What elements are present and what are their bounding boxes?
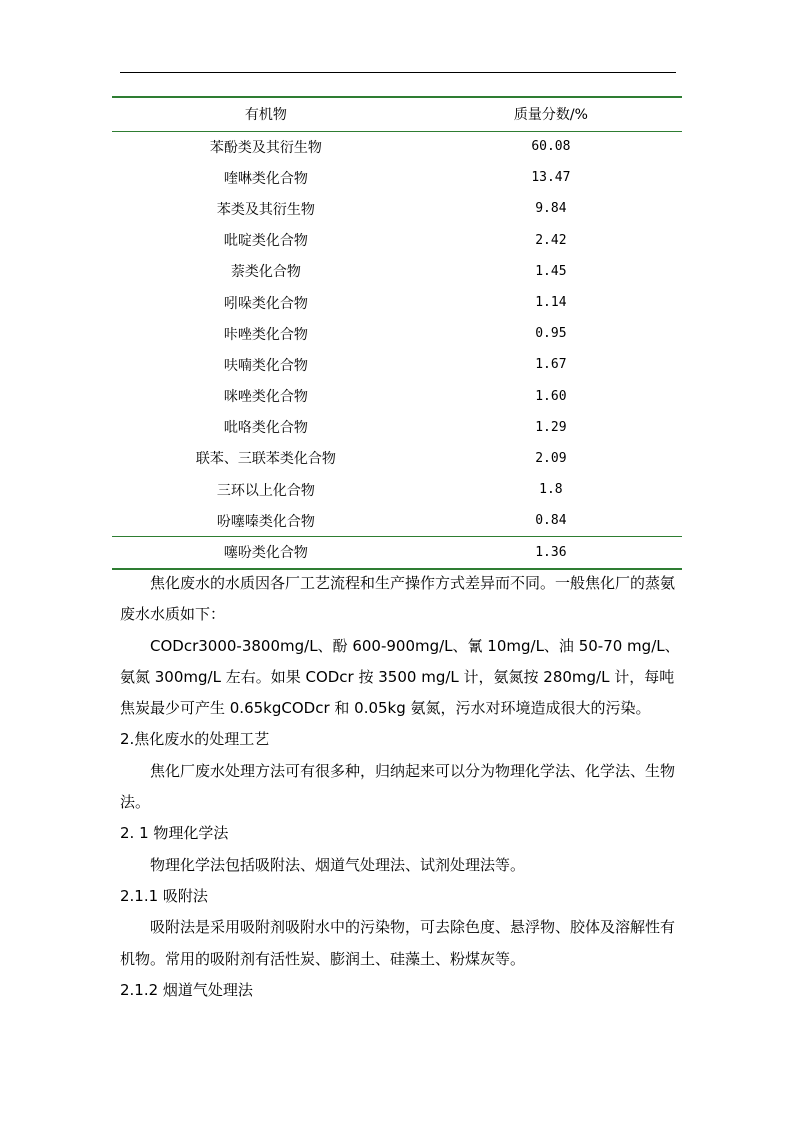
organic-name-cell: 联苯、三联苯类化合物 [195,451,336,468]
header-mass-fraction: 质量分数/% [420,97,682,131]
mass-fraction-cell: 9.84 [535,201,567,217]
table-row [112,225,682,256]
organic-name-cell: 吡啶类化合物 [223,233,308,250]
organic-name-cell: 萘类化合物 [230,264,301,281]
table-row [112,412,682,443]
organic-name-cell: 三环以上化合物 [216,482,315,499]
paragraph-methods: 焦化厂废水处理方法可有很多种，归纳起来可以分为物理化学法、化学法、生物法。 [120,761,676,812]
mass-fraction-cell: 2.09 [535,450,567,466]
heading-treatment-process: 2.焦化废水的处理工艺 [120,730,270,749]
organic-name-cell: 吩噻嗪类化合物 [216,513,315,530]
table-row [112,536,682,569]
mass-fraction-cell: 1.67 [535,357,567,373]
table-row [112,193,682,224]
mass-fraction-cell: 0.84 [535,513,567,529]
mass-fraction-cell: 2.42 [535,232,567,248]
organic-name-cell: 苯类及其衍生物 [216,201,315,218]
paragraph-physicochemical: 物理化学法包括吸附法、烟道气处理法、试剂处理法等。 [150,855,526,874]
page-header-rule [120,72,676,73]
table-row [112,256,682,287]
table-row [112,131,682,162]
mass-fraction-cell: 1.8 [539,482,563,498]
mass-fraction-cell: 0.95 [535,326,567,342]
organic-name-cell: 吲哚类化合物 [223,295,308,312]
heading-flue-gas: 2.1.2 烟道气处理法 [120,980,253,999]
organic-name-cell: 苯酚类及其衍生物 [209,139,322,156]
organic-name-cell: 呋喃类化合物 [223,357,308,374]
mass-fraction-cell: 1.45 [535,263,567,279]
organic-name-cell: 吡咯类化合物 [223,420,308,437]
mass-fraction-cell: 13.47 [531,170,571,186]
organic-composition-table [112,96,682,570]
paragraph-water-quality: 焦化废水的水质因各厂工艺流程和生产操作方式差异而不同。一般焦化厂的蒸氨废水水质如下： [120,574,676,624]
header-organic: 有机物 [112,97,420,131]
table-row [112,443,682,474]
organic-name-cell: 咪唑类化合物 [223,389,308,406]
table-row [112,381,682,412]
table-row [112,349,682,380]
paragraph-cod: CODcr3000-3800mg/L、酚 600-900mg/L、氰 10mg/L、油 50-70 mg/L、氨氮 300mg/L 左右。如果 CODcr 按 3500 mg/L 计，氨氮按 280mg/L 计，每吨焦炭最少可产生 0.65kgCODcr 和 0.05kg 氨氮，污水对环境造成很大的污染。 [120,636,680,718]
organic-name-cell: 噻吩类化合物 [112,536,420,569]
table-row [112,474,682,505]
table-row [112,287,682,318]
organic-name-cell: 咔唑类化合物 [223,326,308,343]
table-header-row [112,97,682,131]
heading-physicochemical: 2. 1 物理化学法 [120,824,229,843]
body-text [120,568,680,1006]
organic-name-cell: 喹啉类化合物 [223,170,308,187]
mass-fraction-cell: 1.36 [420,536,682,569]
paragraph-adsorption: 吸附法是采用吸附剂吸附水中的污染物，可去除色度、悬浮物、胶体及溶解性有机物。常用的吸附剂有活性炭、膨润土、硅藻土、粉煤灰等。 [120,918,676,968]
mass-fraction-cell: 1.14 [535,295,567,311]
table-row [112,318,682,349]
mass-fraction-cell: 1.60 [535,388,567,404]
mass-fraction-cell: 60.08 [531,139,571,155]
heading-adsorption: 2.1.1 吸附法 [120,886,208,905]
table-row [112,505,682,536]
mass-fraction-cell: 1.29 [535,419,567,435]
table-row [112,162,682,193]
